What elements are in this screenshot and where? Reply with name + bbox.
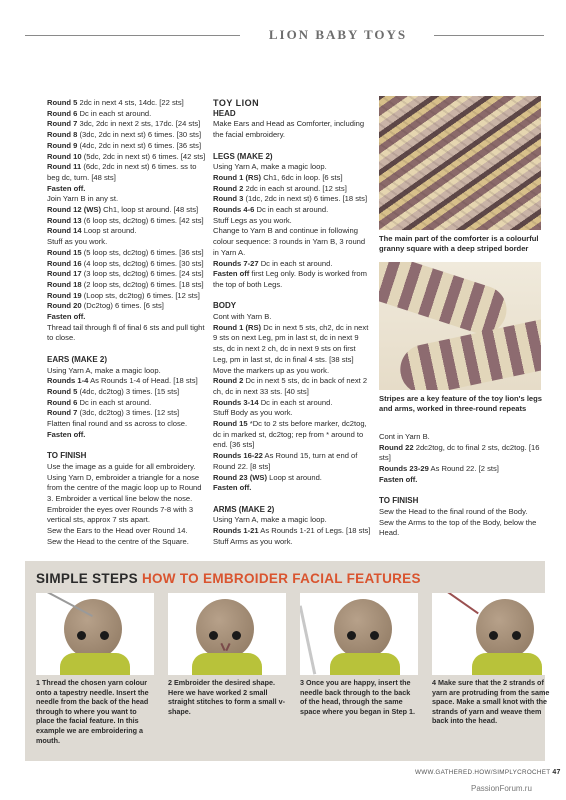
step-1-photo — [36, 593, 154, 675]
step-1-text: 1 Thread the chosen yarn colour onto a tapestry needle. Insert the needle from the back of the head through to where you want to place the facial feature. In this example we are embroidering a mouth. — [36, 678, 149, 745]
header-rule-left — [25, 35, 240, 36]
comforter-photo — [379, 96, 541, 230]
finish-heading: TO FINISH — [47, 451, 87, 461]
step-2-text: 2 Embroider the desired shape. Here we have worked 2 small straight stitches to form a small v-shape. — [168, 678, 286, 716]
pattern-column-3: Cont in Yarn B. Round 22 2dc2tog, dc to final 2 sts, dc2tog. [16 sts] Rounds 23-29 As Round 22. [2 sts] Fasten off. TO FINISH Sew the Head to the final round of the Body. Sew the Arms to the top of the Body, below the Head. — [379, 432, 540, 538]
legs-heading: LEGS (MAKE 2) — [213, 151, 273, 161]
step-4-text: 4 Make sure that the 2 strands of yarn are protruding from the same space. Make a small knot with the strands of yarn and weave them back into the head. — [432, 678, 550, 726]
pattern-column-1: Round 5 2dc in next 4 sts, 14dc. [22 sts] Round 6 Dc in each st around. Round 7 3dc, 2dc in next 2 sts, 17dc. [24 sts] Round 8 (3dc, 2dc in next st) 6 times. [30 sts] Round 9 (4dc, 2dc in next st) 6 times. [36 sts] Round 10 (5dc, 2dc in next st) 6 times. [42 sts] Round 11 (6dc, 2dc in next st) 6 times. ss to beg dc, turn. [48 sts] Fasten off. Join Yarn B in any st. Round 12 (WS) Ch1, loop st around. [48 sts] Round 13 (6 loop sts, dc2tog) 6 times. [42 sts] Round 14 Loop st around. Stuff as you work. Round 15 (5 loop sts, dc2tog) 6 times. [36 sts] Round 16 (4 loop sts, dc2tog) 6 times. [30 sts] Round 17 (3 loop sts, dc2tog) 6 times. [24 sts] Round 18 (2 loop sts, dc2tog) 6 times. [18 sts] Round 19 (Loop sts, dc2tog) 6 times. [12 sts] Round 20 (Dc2tog) 6 times. [6 sts] Fasten off. Thread tail through fl of final 6 sts and pull tight to close. EARS (MAKE 2) Using Yarn A, make a magic loop. Rounds 1-4 As Rounds 1-4 of Head. [18 sts] Round 5 (4dc, dc2tog) 3 times. [15 sts] Round 6 Dc in each st around. Round 7 (3dc, dc2tog) 3 times. [12 sts] Flatten final round and ss across to close. Fasten off. TO FINISH Use the image as a guide for all embroidery. Using Yarn D, embroider a triangle for a nose from the centre of the magic loop up to Round 3. Embroider a vertical line below the nose. Embroider the eyes over Rounds 7-8 with 3 vertical sts, approx 7 sts apart. Sew the Ears to the Head over Round 14. Sew the Head to the centre of the Square. — [47, 98, 206, 546]
toy-lion-heading: TOY LION — [213, 98, 260, 108]
watermark: PassionForum.ru — [471, 784, 532, 793]
ears-heading: EARS (MAKE 2) — [47, 354, 108, 364]
step-4-photo — [432, 593, 550, 675]
finish-heading-2: TO FINISH — [379, 496, 419, 506]
step-3-text: 3 Once you are happy, insert the needle back through to the back of the head, through the same space where you began in Step 1. — [300, 678, 416, 716]
step-3-photo — [300, 593, 418, 675]
page-footer — [415, 769, 561, 776]
pattern-column-2: TOY LION HEAD Make Ears and Head as Comforter, including the facial embroidery. LEGS (MAKE 2) Using Yarn A, make a magic loop. Round 1 (RS) Ch1, 6dc in loop. [6 sts] Round 2 2dc in each st around. [12 sts] Round 3 (1dc, 2dc in next st) 6 times. [18 sts] Rounds 4-6 Dc in each st around. Stuff Legs as you work. Change to Yarn B and continue in following colour sequence: 3 rounds in Yarn B, 3 round in Yarn A. Rounds 7-27 Dc in each st around. Fasten off first Leg only. Body is worked from the top of both Legs. BODY Cont with Yarn B. Round 1 (RS) Dc in next 5 sts, ch2, dc in next 9 sts on next Leg, pm in last st, dc in next 9 sts, dc in next 2 ch, dc in next 9 sts on first Leg, pm in last st, dc in final 4 sts. [38 sts] Move the markers up as you work. Round 2 Dc in next 5 sts, dc in back of next 2 ch, dc in next 33 sts. [40 sts] Rounds 3-14 Dc in each st around. Stuff Body as you work. Round 15 *Dc to 2 sts before marker, dc2tog, dc in marked st, dc2tog; rep from * around to end. [36 sts] Rounds 16-22 As Round 15, turn at end of Round 22. [8 sts] Round 23 (WS) Loop st around. Fasten off. ARMS (MAKE 2) Using Yarn A, make a magic loop. Rounds 1-21 As Rounds 1-21 of Legs. [18 sts] Stuff Arms as you work. — [213, 98, 371, 546]
lion-legs-photo — [379, 262, 541, 390]
simple-steps-title: SIMPLE STEPS HOW TO EMBROIDER FACIAL FEATURES — [36, 571, 421, 586]
page-number: 47 — [552, 769, 561, 776]
footer-url: WWW.GATHERED.HOW/SIMPLYCROCHET — [415, 769, 551, 776]
comforter-caption: The main part of the comforter is a colourful granny square with a deep striped border — [379, 234, 539, 253]
lion-legs-caption: Stripes are a key feature of the toy lion's legs and arms, worked in three-round repeats — [379, 394, 543, 413]
section-title: LION BABY TOYS — [268, 27, 408, 42]
header-rule-right — [434, 35, 544, 36]
body-heading: BODY — [213, 301, 237, 311]
step-2-photo — [168, 593, 286, 675]
arms-heading: ARMS (MAKE 2) — [213, 504, 275, 514]
